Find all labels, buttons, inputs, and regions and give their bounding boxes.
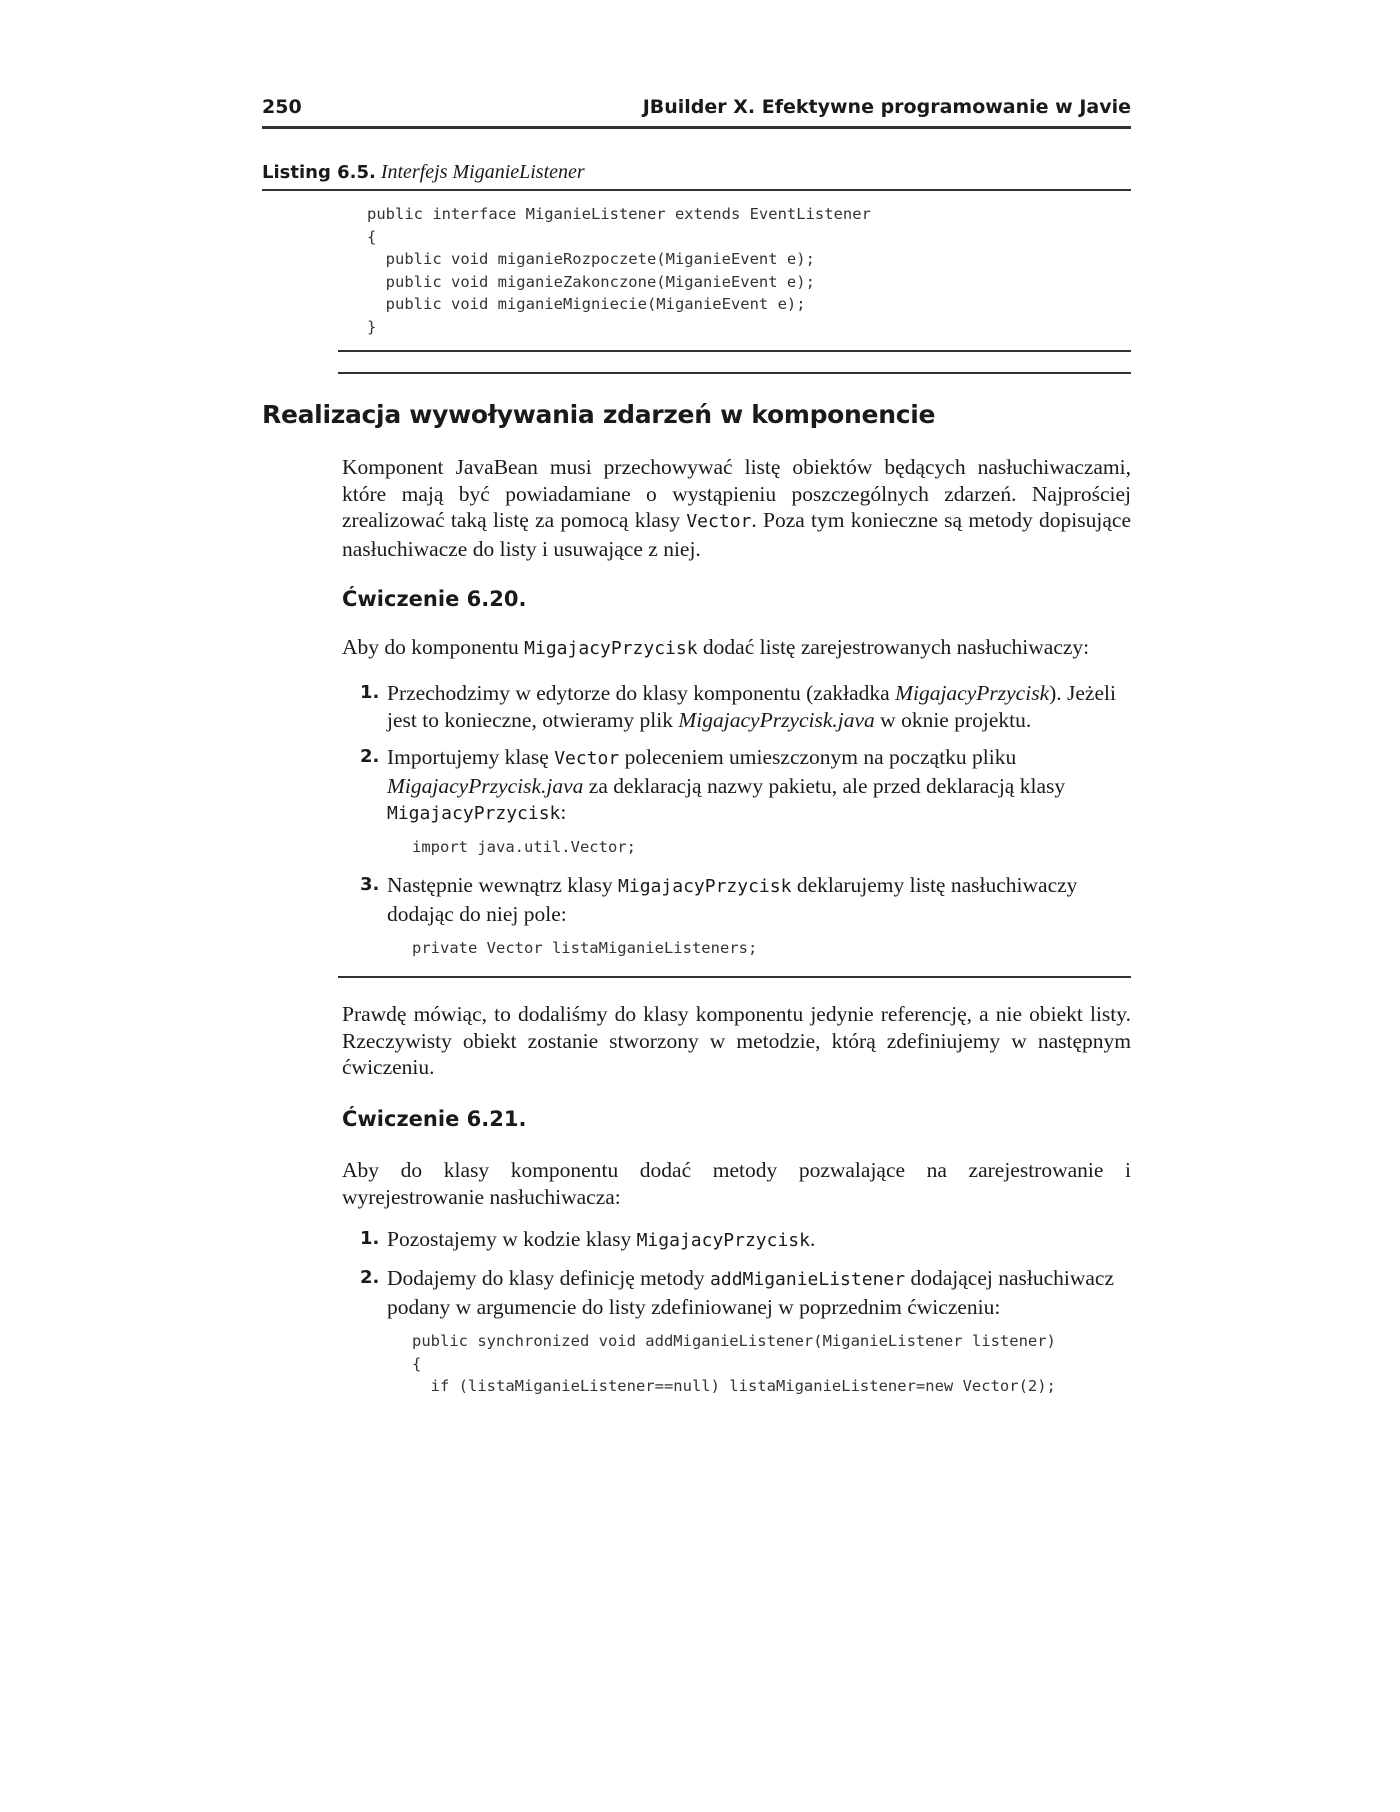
listing-caption	[262, 161, 1131, 191]
code-block: import java.util.Vector;	[412, 838, 636, 856]
code-block: private Vector listaMiganieListeners;	[412, 939, 758, 957]
exercise-intro-paragraph: Aby do komponentu MigajacyPrzycisk dodać listę zarejestrowanych nasłuchiwaczy:	[342, 635, 1090, 659]
step-number: 2.	[360, 1267, 380, 1288]
exercise-intro-paragraph: Aby do klasy komponentu dodać metody pozwalające na zarejestrowanie i wyrejestrowanie nasłuchiwacza:	[342, 1158, 1131, 1209]
inline-code: MigajacyPrzycisk	[524, 638, 698, 659]
step-number: 1.	[360, 682, 380, 703]
body-paragraph: Prawdę mówiąc, to dodaliśmy do klasy komponentu jedynie referencję, a nie obiekt listy. Rzeczywisty obiekt zostanie stworzony w metodzie, którą zdefiniujemy w następnym ćwiczeniu.	[342, 1002, 1131, 1079]
exercise-step: 2. Dodajemy do klasy definicję metody addMiganieListener dodającej nasłuchiwacz podany w argumencie do listy zdefiniowanej w poprzednim ćwiczeniu:	[360, 1266, 1115, 1319]
listing-title: Interfejs MiganieListener	[380, 161, 585, 183]
listing-code: public interface MiganieListener extends EventListener { public void miganieRozpoczete(MiganieEvent e); public void miganieZakonczone(MiganieEvent e); public void miganieMigniecie(MiganieEvent e); }	[367, 205, 871, 336]
page-number: 250	[262, 96, 302, 118]
page-header	[262, 96, 1131, 129]
inline-code: Vector	[686, 511, 752, 532]
exercise-end-rule	[338, 372, 1131, 374]
exercise-step: 3. Następnie wewnątrz klasy MigajacyPrzycisk deklarujemy listę nasłuchiwaczy dodając do niej pole:	[360, 873, 1078, 926]
step-number: 2.	[360, 746, 380, 767]
exercise-heading: Ćwiczenie 6.21.	[342, 1107, 527, 1131]
step-number: 1.	[360, 1228, 380, 1249]
exercise-step: 1. Przechodzimy w edytorze do klasy komponentu (zakładka MigajacyPrzycisk). Jeżeli jest to konieczne, otwieramy plik MigajacyPrzycisk.java w oknie projektu.	[360, 681, 1116, 732]
listing-label: Listing 6.5.	[262, 162, 376, 183]
book-title: JBuilder X. Efektywne programowanie w Javie	[642, 96, 1131, 118]
exercise-end-rule	[338, 976, 1131, 978]
exercise-step: 2. Importujemy klasę Vector poleceniem umieszczonym na początku pliku MigajacyPrzycisk.java za deklaracją nazwy pakietu, ale przed deklaracją klasy MigajacyPrzycisk:	[360, 745, 1066, 824]
section-heading: Realizacja wywoływania zdarzeń w komponencie	[262, 400, 936, 429]
exercise-heading: Ćwiczenie 6.20.	[342, 587, 527, 611]
listing-end-rule	[338, 350, 1131, 352]
code-block: public synchronized void addMiganieListener(MiganieListener listener) { if (listaMiganieListener==null) listaMiganieListener=new Vector(2);	[412, 1332, 1056, 1395]
step-number: 3.	[360, 874, 380, 895]
exercise-step: 1. Pozostajemy w kodzie klasy MigajacyPrzycisk.	[360, 1227, 816, 1251]
section-intro-paragraph: Komponent JavaBean musi przechowywać listę obiektów będących nasłuchiwaczami, które mają być powiadamiane o wystąpieniu poszczególnych zdarzeń. Najprościej zrealizować taką listę za pomocą klasy Vector. Poza tym konieczne są metody dopisujące nasłuchiwacze do listy i usuwające z niej.	[342, 455, 1131, 561]
